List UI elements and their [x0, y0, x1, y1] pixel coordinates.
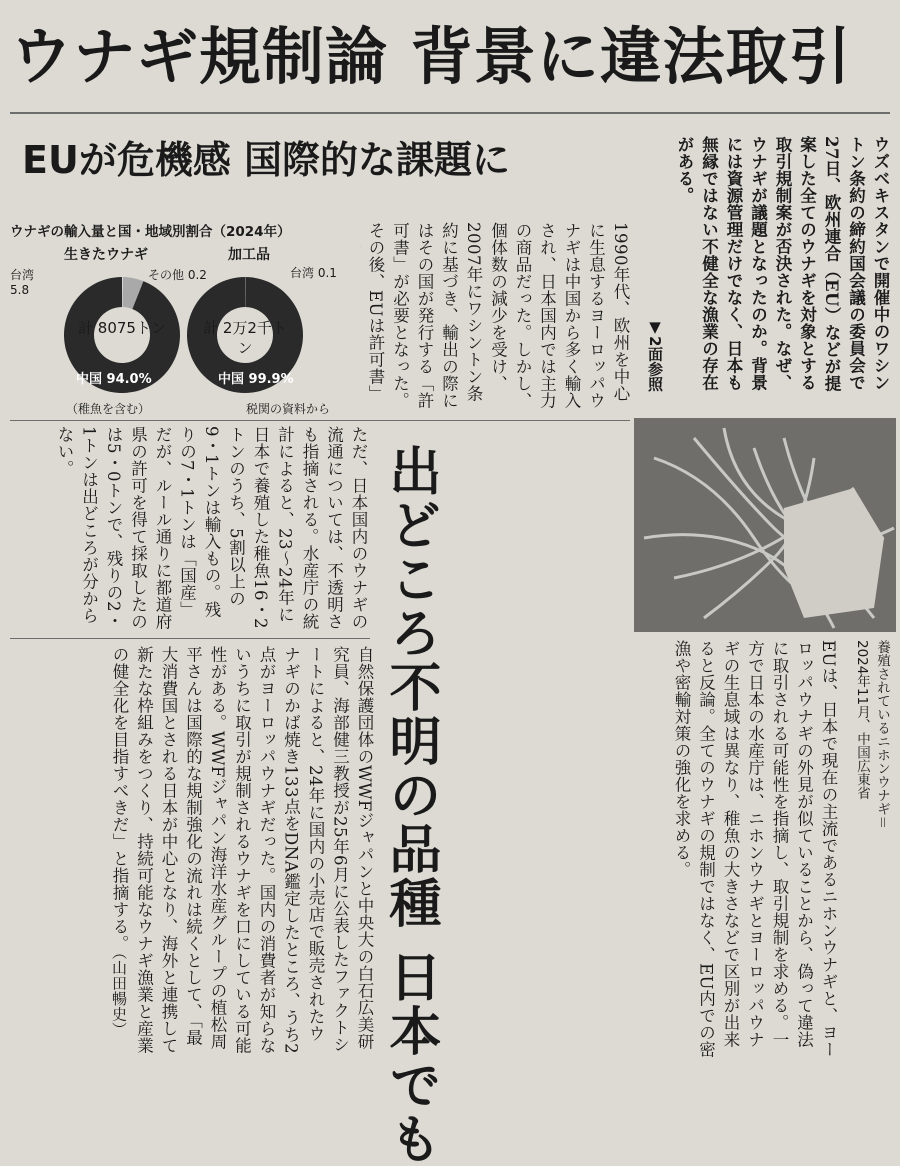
chart-right-total: 計 2万2千トン: [200, 318, 290, 358]
chart-left-china: 中国 94.0%: [76, 368, 152, 387]
donut-charts: [0, 0, 360, 420]
photo-caption: 養殖されているニホンウナギ＝2024年11月、中国広東省: [846, 640, 892, 840]
chart-left-other: その他 0.2: [148, 266, 208, 283]
lead-paragraph: ウズベキスタンで開催中のワシントン条約の締約国会議の委員会で27日、欧州連合（EU）などが提案した全てのウナギを対象とする取引規制案が否決された。なぜ、ウナギが議題となったのか。背景には資源管理だけでなく、日本も無縁ではない不健全な漁業の存在がある。: [640, 136, 892, 404]
headline: ウナギ規制論 背景に違法取引: [10, 14, 890, 100]
divider-1: [10, 420, 630, 421]
page-reference: ▼2面参照: [644, 318, 666, 408]
byline: （山田暢史）: [110, 952, 128, 1038]
body-left: ただ、日本国内のウナギの流通については、不透明さも指摘される。水産庁の統計によると、23～24年に日本で養殖した稚魚16・2トンのうち、5割以上の9・1トンは輸入もの。残りの7・1トンは「国産」だが、ルール通りに都道府県の許可を得て採取したのは5・0トンで、残りの2・1トンは出どころが分からない。: [10, 426, 370, 632]
chart-right-label: 加工品: [228, 244, 270, 264]
body-middle-right: EUは、日本で現在の主流であるニホンウナギと、ヨーロッパウナギの外見が似ていることから、偽って違法に取引される可能性を指摘し、取引規制を求める。一方で日本の水産庁は、ニホンウナギとヨーロッパウナギの生息域は異なり、稚魚の大きさなどで区別が出来ると反論。全てのウナギの規制ではなく、EU内での密漁や密輸対策の強化を求める。: [440, 640, 840, 1060]
chart-left-taiwan: 台湾 5.8: [10, 266, 50, 297]
chart-left-total: 計 8075トン: [77, 318, 167, 338]
big-heading: 出どころ不明の品種 日本でも: [380, 444, 440, 1044]
body-upper: 1990年代、欧州を中心に生息するヨーロッパウナギは中国から多く輸入され、日本国内では主力の商品だった。しかし、個体数の減少を受け、2007年にワシントン条約に基づき、輸出の際にはその国が発行する「許可書」が必要となった。その後、EUは許可書」: [360, 222, 632, 412]
body-left-lower: [10, 646, 376, 1058]
chart-title: ウナギの輸入量と国・地域別割合（2024年）: [10, 220, 291, 240]
chart-left-note: （稚魚を含む）: [66, 400, 150, 417]
chart-right-taiwan: 台湾 0.1: [290, 264, 337, 281]
chart-left-label: 生きたウナギ: [64, 244, 148, 264]
chart-source-note: 税関の資料から: [246, 400, 330, 417]
subhead: EUが危機感 国際的な課題に: [22, 132, 510, 188]
chart-right-china: 中国 99.9%: [218, 368, 294, 387]
body-left-lower-text: 自然保護団体のWWFジャパンと中央大の白石広美研究員、海部健三教授が25年6月に公表したファクトシートによると、24年に国内の小売店で販売されたウナギのかば焼き133点をDNA鑑定したところ、うち2点がヨーロッパウナギだった。国内の消費者が知らないうちに取引が規制されるウナギを口にしている可能性がある。WWFジャパン海洋水産グループの植松周平さんは国際的な規制強化の流れは続くとして、「最大消費国とされる日本が中心となり、海外と連携して新たな枠組みをつくり、持続可能なウナギ漁業と産業の健全化を目指すべきだ」と指摘する。: [110, 646, 374, 1054]
divider-2: [10, 638, 370, 639]
eel-photo: [634, 418, 896, 632]
